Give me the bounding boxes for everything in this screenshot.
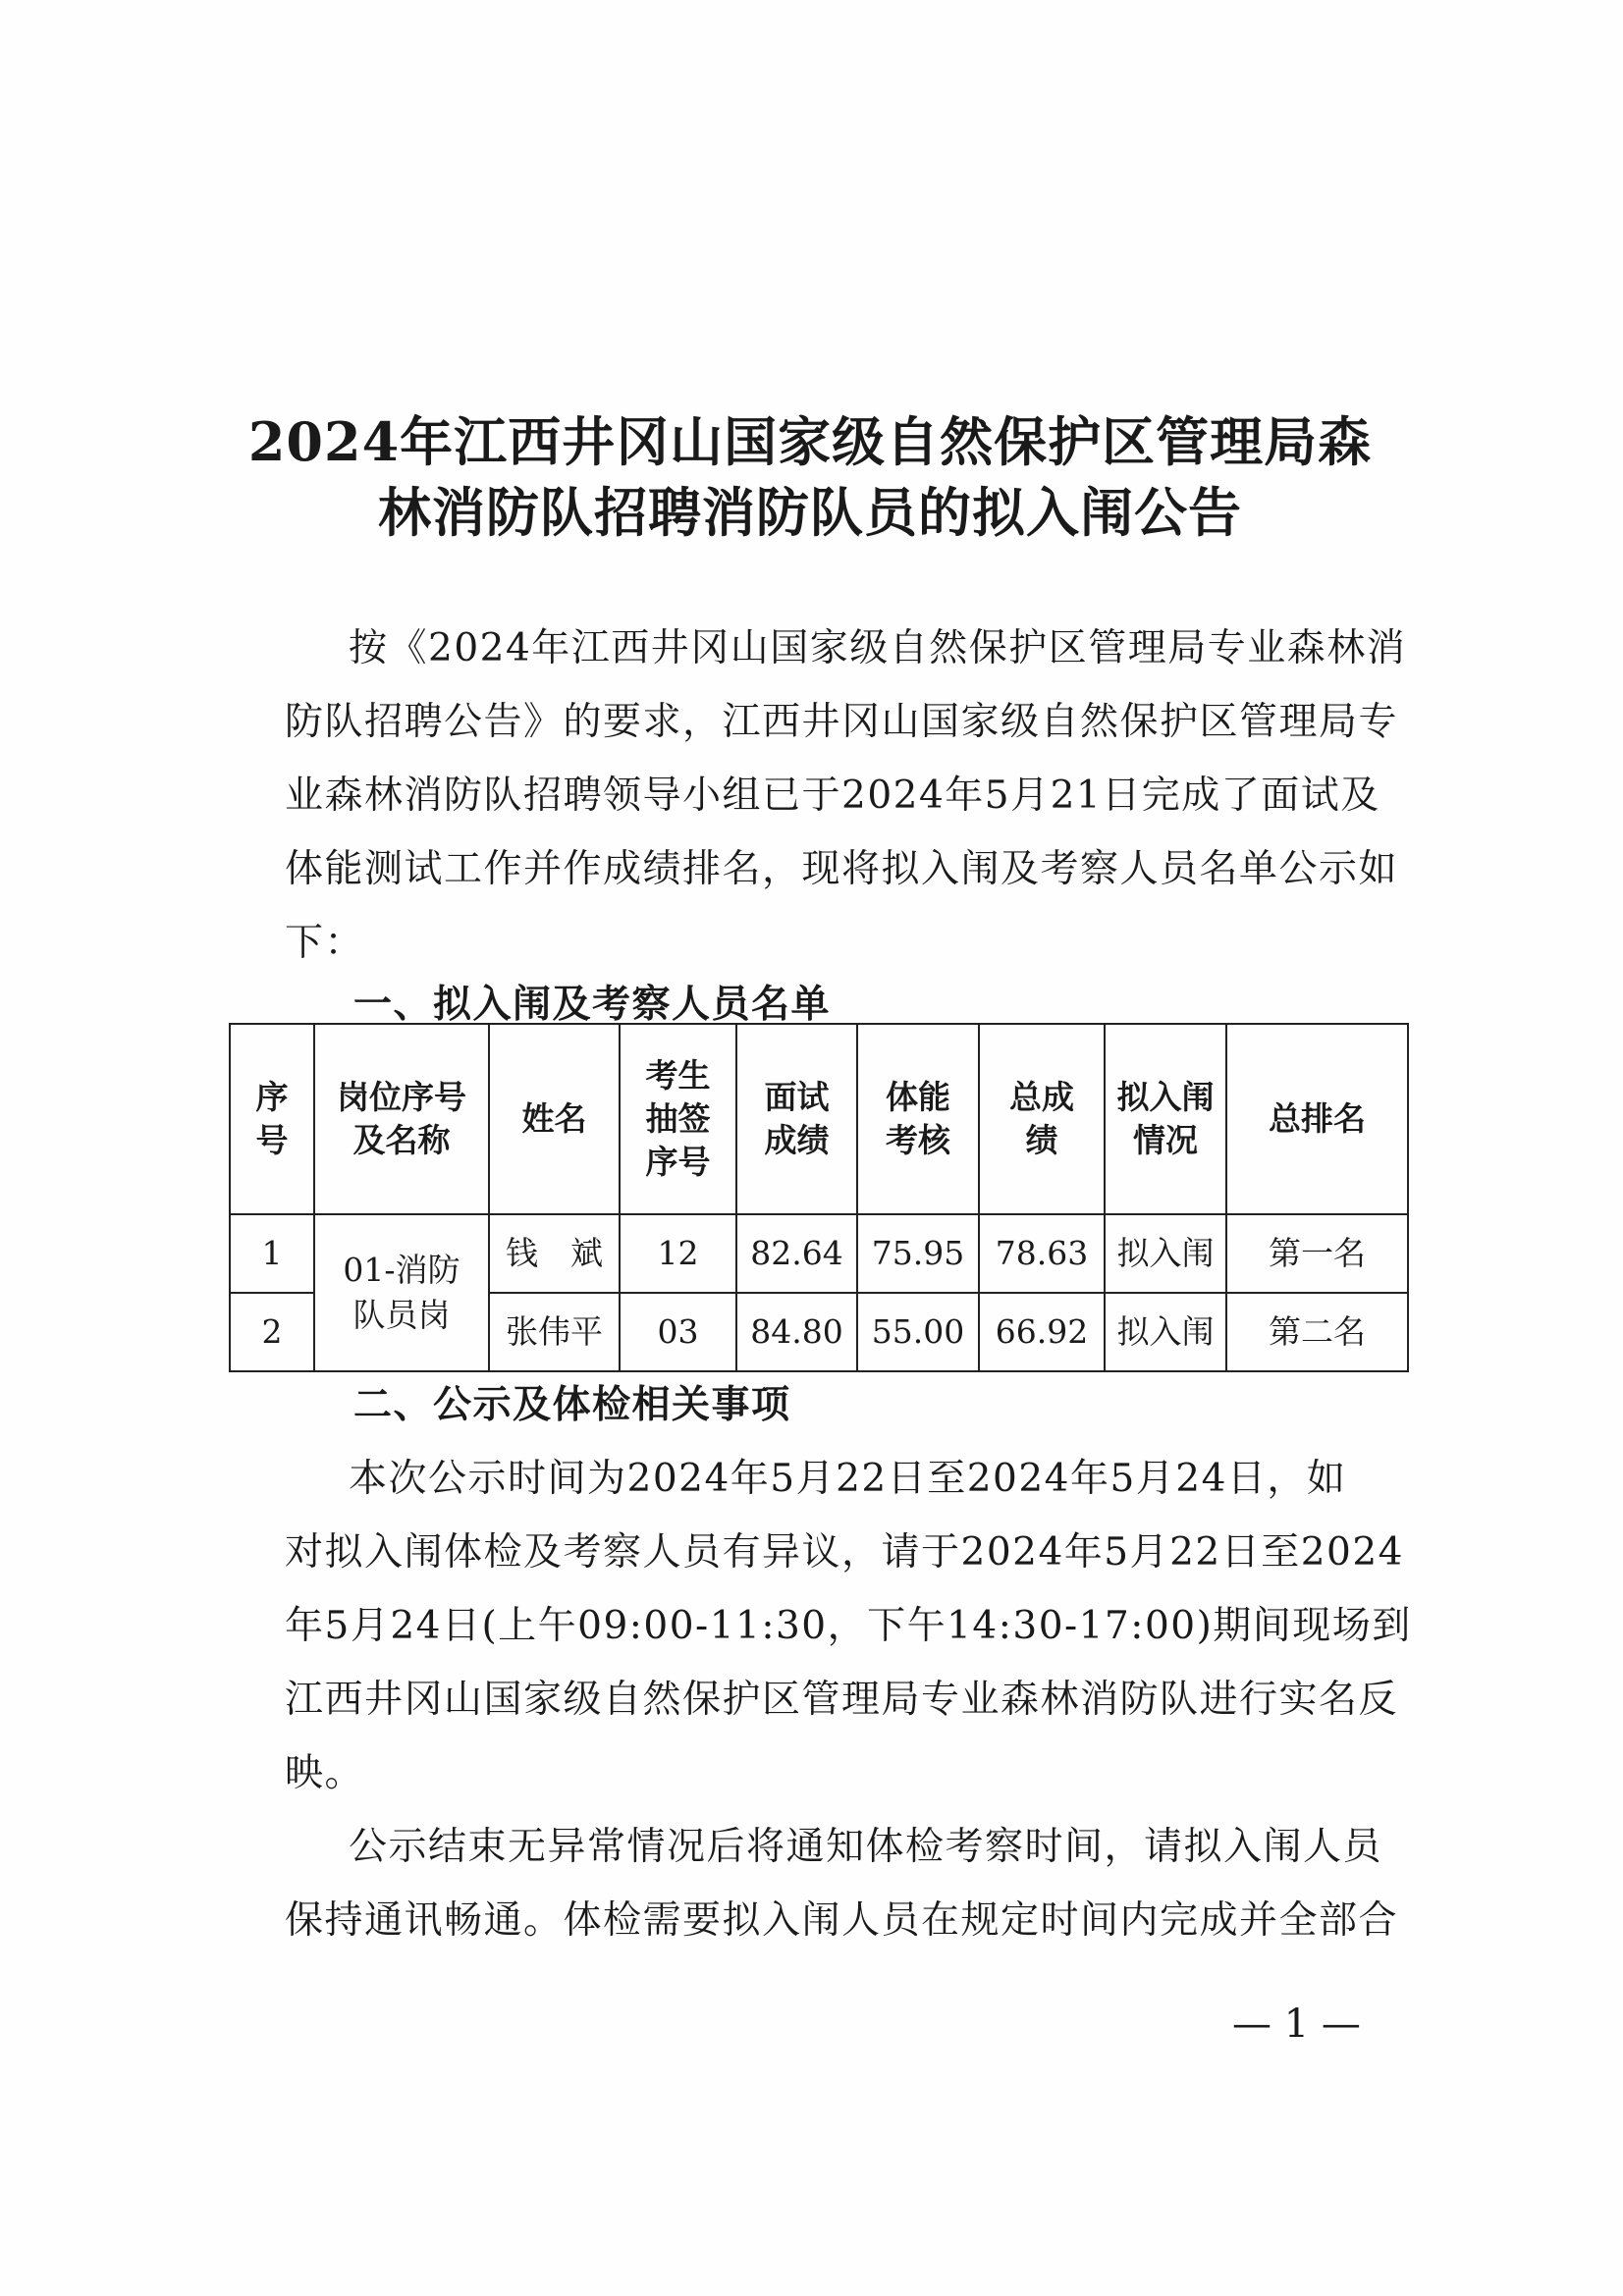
- header-total-score: 总成 绩: [979, 1024, 1105, 1214]
- cell-seq: 1: [230, 1214, 314, 1293]
- intro-line-1: 按《2024年江西井冈山国家级自然保护区管理局专业森林消: [349, 626, 1407, 670]
- cell-rank: 第二名: [1226, 1293, 1408, 1371]
- para3-line-2: 保持通讯畅通。体检需要拟入闱人员在规定时间内完成并全部合: [285, 1898, 1399, 1943]
- para2-line-1: 本次公示时间为2024年5月22日至2024年5月24日，如: [349, 1457, 1347, 1501]
- table-header-row: [230, 1024, 1408, 1214]
- intro-line-5: 下：: [285, 921, 365, 965]
- section-1-heading: 一、拟入闱及考察人员名单: [353, 983, 832, 1027]
- header-fitness-score: 体能 考核: [857, 1024, 979, 1214]
- cell-interview-score: 84.80: [736, 1293, 857, 1371]
- cell-position: 01-消防 队员岗: [314, 1214, 489, 1371]
- cell-status: 拟入闱: [1105, 1293, 1226, 1371]
- cell-name: 钱 斌: [489, 1214, 620, 1293]
- header-rank: 总排名: [1226, 1024, 1408, 1214]
- cell-seq: 2: [230, 1293, 314, 1371]
- para3-line-1: 公示结束无异常情况后将通知体检考察时间，请拟入闱人员: [349, 1825, 1383, 1869]
- header-interview-score: 面试 成绩: [736, 1024, 857, 1214]
- para2-line-4: 江西井冈山国家级自然保护区管理局专业森林消防队进行实名反: [285, 1678, 1399, 1722]
- cell-name: 张伟平: [489, 1293, 620, 1371]
- para2-line-2: 对拟入闱体检及考察人员有异议，请于2024年5月22日至2024: [285, 1530, 1404, 1575]
- title-line-1: 2024年江西井冈山国家级自然保护区管理局森: [247, 410, 1373, 473]
- header-name: 姓名: [489, 1024, 620, 1214]
- para2-line-5: 映。: [285, 1751, 365, 1795]
- cell-total-score: 66.92: [979, 1293, 1105, 1371]
- intro-line-4: 体能测试工作并作成绩排名，现将拟入闱及考察人员名单公示如: [285, 847, 1399, 891]
- cell-total-score: 78.63: [979, 1214, 1105, 1293]
- page-number: — 1 —: [1232, 2002, 1361, 2047]
- cell-rank: 第一名: [1226, 1214, 1408, 1293]
- para2-line-3: 年5月24日(上午09:00-11:30，下午14:30-17:00)期间现场到: [285, 1604, 1412, 1648]
- header-status: 拟入闱 情况: [1105, 1024, 1226, 1214]
- header-lot-number: 考生 抽签 序号: [620, 1024, 736, 1214]
- header-seq: 序 号: [230, 1024, 314, 1214]
- cell-lot-number: 03: [620, 1293, 736, 1371]
- intro-line-2: 防队招聘公告》的要求，江西井冈山国家级自然保护区管理局专: [285, 700, 1399, 744]
- section-2-heading: 二、公示及体检相关事项: [353, 1383, 791, 1427]
- intro-line-3: 业森林消防队招聘领导小组已于2024年5月21日完成了面试及: [285, 774, 1380, 818]
- cell-fitness-score: 75.95: [857, 1214, 979, 1293]
- header-position: 岗位序号 及名称: [314, 1024, 489, 1214]
- cell-fitness-score: 55.00: [857, 1293, 979, 1371]
- candidate-table: [229, 1023, 1409, 1372]
- title-line-2: 林消防队招聘消防队员的拟入闱公告: [378, 481, 1242, 544]
- cell-lot-number: 12: [620, 1214, 736, 1293]
- table-row: [230, 1214, 1408, 1293]
- cell-status: 拟入闱: [1105, 1214, 1226, 1293]
- cell-interview-score: 82.64: [736, 1214, 857, 1293]
